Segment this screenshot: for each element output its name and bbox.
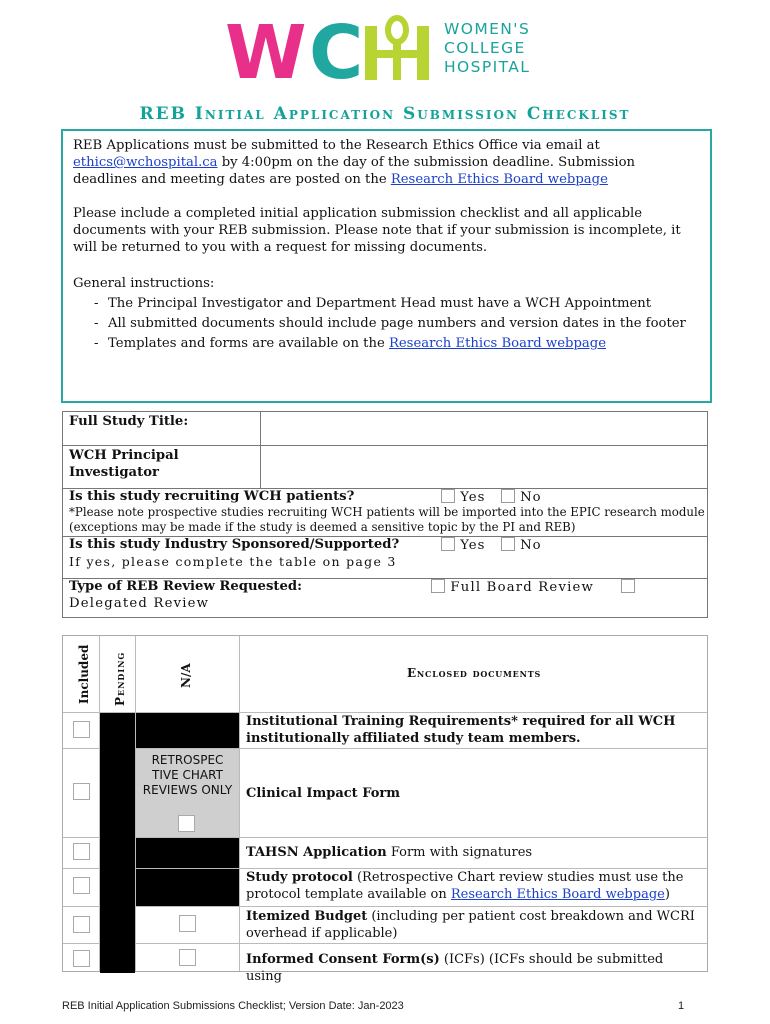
document-name: Clinical Impact Form bbox=[246, 786, 401, 801]
page-number: 1 bbox=[678, 1000, 685, 1012]
document-detail: (including per patient cost breakdown and WCRI overhead if applicable) bbox=[246, 909, 695, 941]
pi-field[interactable] bbox=[268, 448, 698, 484]
industry-question: Is this study Industry Sponsored/Supported? bbox=[69, 537, 400, 552]
intro-p1-text: REB Applications must be submitted to the Research Ethics Office via email at bbox=[73, 138, 600, 153]
document-detail: Form with signatures bbox=[386, 845, 533, 860]
industry-yes-checkbox[interactable] bbox=[441, 537, 455, 551]
reb-webpage-link-2[interactable]: Research Ethics Board webpage bbox=[388, 336, 606, 351]
footer-text: REB Initial Application Submissions Checklist; Version Date: Jan-2023 bbox=[62, 1000, 404, 1012]
general-instructions-heading: General instructions: bbox=[73, 276, 215, 291]
document-name: Itemized Budget bbox=[246, 909, 368, 924]
logo-name-line-1: WOMEN'S bbox=[444, 20, 531, 38]
logo-hospital-name bbox=[444, 20, 530, 77]
instruction-item: - All submitted documents should include page numbers and version dates in the footer bbox=[73, 315, 700, 332]
no-label: No bbox=[520, 538, 542, 553]
full-study-title-label: Full Study Title: bbox=[69, 414, 189, 429]
ethics-email-link[interactable]: ethics@wchospital.ca bbox=[73, 155, 218, 170]
included-checkbox-row-1[interactable] bbox=[73, 721, 90, 738]
document-detail: (ICFs) (ICFs should be submitted using bbox=[246, 952, 664, 984]
na-shaded-row-4 bbox=[136, 869, 239, 906]
study-info-table bbox=[62, 411, 708, 618]
included-checkbox-row-6[interactable] bbox=[73, 950, 90, 967]
intro-paragraph-2: Please include a completed initial application submission checklist and all applicable documents with your REB submission. Please note that if your submission is incomplete, it will be returned to you with a request for missing documents. bbox=[73, 206, 681, 255]
logo-ankh-stem bbox=[393, 40, 401, 80]
header-enclosed-documents: Enclosed documents bbox=[406, 666, 542, 680]
recruiting-options bbox=[441, 489, 707, 505]
no-label: No bbox=[520, 490, 542, 505]
intro-box bbox=[61, 129, 712, 403]
industry-no-checkbox[interactable] bbox=[501, 537, 515, 551]
logo-ankh-loop bbox=[388, 18, 406, 42]
full-study-title-field[interactable] bbox=[268, 414, 698, 442]
review-options bbox=[431, 579, 707, 595]
instruction-text: Templates and forms are available on the bbox=[108, 336, 389, 351]
intro-paragraph-1 bbox=[73, 137, 700, 188]
retrospective-note: RETROSPEC TIVE CHART REVIEWS ONLY bbox=[142, 753, 233, 797]
included-checkbox-row-5[interactable] bbox=[73, 916, 90, 933]
document-detail-end: ) bbox=[664, 887, 670, 902]
document-name: Informed Consent Form(s) bbox=[246, 952, 440, 967]
intro-p1-text-2: by 4:00pm on the day of the submission deadline. Submission deadlines and meeting dates are posted on the bbox=[73, 155, 636, 187]
review-type-label: Type of REB Review Requested: bbox=[69, 579, 302, 594]
document-detail: (Retrospective Chart review studies must use the protocol template available on bbox=[246, 870, 684, 902]
protocol-template-link[interactable]: Research Ethics Board webpage bbox=[450, 887, 665, 902]
pi-label: WCH Principal Investigator bbox=[69, 448, 179, 480]
logo-letter-c: C bbox=[309, 14, 364, 84]
na-shaded-row-3 bbox=[136, 838, 239, 868]
na-checkbox-row-6[interactable] bbox=[179, 949, 196, 966]
wch-logo-mark bbox=[225, 14, 440, 84]
retrospective-note-cell bbox=[136, 749, 239, 837]
full-board-label: Full Board Review bbox=[450, 580, 595, 595]
enclosed-documents-table bbox=[62, 635, 708, 984]
general-instructions-list bbox=[73, 295, 700, 352]
instruction-item: - The Principal Investigator and Department Head must have a WCH Appointment bbox=[73, 295, 700, 312]
delegated-checkbox[interactable] bbox=[621, 579, 635, 593]
document-itemized-budget bbox=[246, 908, 701, 942]
na-checkbox-row-5[interactable] bbox=[179, 915, 196, 932]
header-na: N/A bbox=[179, 663, 193, 688]
document-name: Study protocol bbox=[246, 870, 353, 885]
recruiting-no-checkbox[interactable] bbox=[501, 489, 515, 503]
recruiting-yes-checkbox[interactable] bbox=[441, 489, 455, 503]
industry-note: If yes, please complete the table on page 3 bbox=[69, 554, 397, 569]
document-study-protocol bbox=[246, 869, 701, 903]
document-clinical-impact bbox=[246, 785, 701, 802]
delegated-review-label: Delegated Review bbox=[69, 596, 210, 611]
full-board-checkbox[interactable] bbox=[431, 579, 445, 593]
yes-label: Yes bbox=[460, 490, 486, 505]
pending-column-shaded bbox=[100, 713, 135, 973]
logo-name-line-3: HOSPITAL bbox=[444, 58, 531, 76]
document-training-requirements: Institutional Training Requirements* required for all WCH institutionally affiliated study team members. bbox=[246, 714, 676, 746]
document-name: TAHSN Application bbox=[246, 845, 387, 860]
logo-name-line-2: COLLEGE bbox=[444, 39, 526, 57]
logo-letter-w: W bbox=[225, 14, 307, 84]
included-checkbox-row-4[interactable] bbox=[73, 877, 90, 894]
document-informed-consent bbox=[246, 951, 701, 985]
na-shaded-row-1 bbox=[136, 713, 239, 748]
industry-options bbox=[441, 537, 707, 553]
yes-label: Yes bbox=[460, 538, 486, 553]
header-pending: Pending bbox=[113, 651, 127, 706]
recruiting-question: Is this study recruiting WCH patients? bbox=[69, 489, 355, 504]
header-included: Included bbox=[77, 644, 91, 704]
document-tahsn bbox=[246, 844, 701, 861]
na-checkbox-row-2[interactable] bbox=[178, 815, 195, 832]
included-checkbox-row-3[interactable] bbox=[73, 843, 90, 860]
included-checkbox-row-2[interactable] bbox=[73, 783, 90, 800]
recruiting-note: *Please note prospective studies recruiting WCH patients will be imported into the EPIC research module (exceptions may be made if the study is deemed a sensitive topic by the PI and REB) bbox=[69, 505, 705, 534]
instruction-item bbox=[73, 335, 700, 352]
reb-webpage-link[interactable]: Research Ethics Board webpage bbox=[390, 172, 608, 187]
document-title: REB Initial Application Submission Checklist bbox=[139, 104, 631, 124]
wch-logo-icon bbox=[225, 14, 440, 84]
